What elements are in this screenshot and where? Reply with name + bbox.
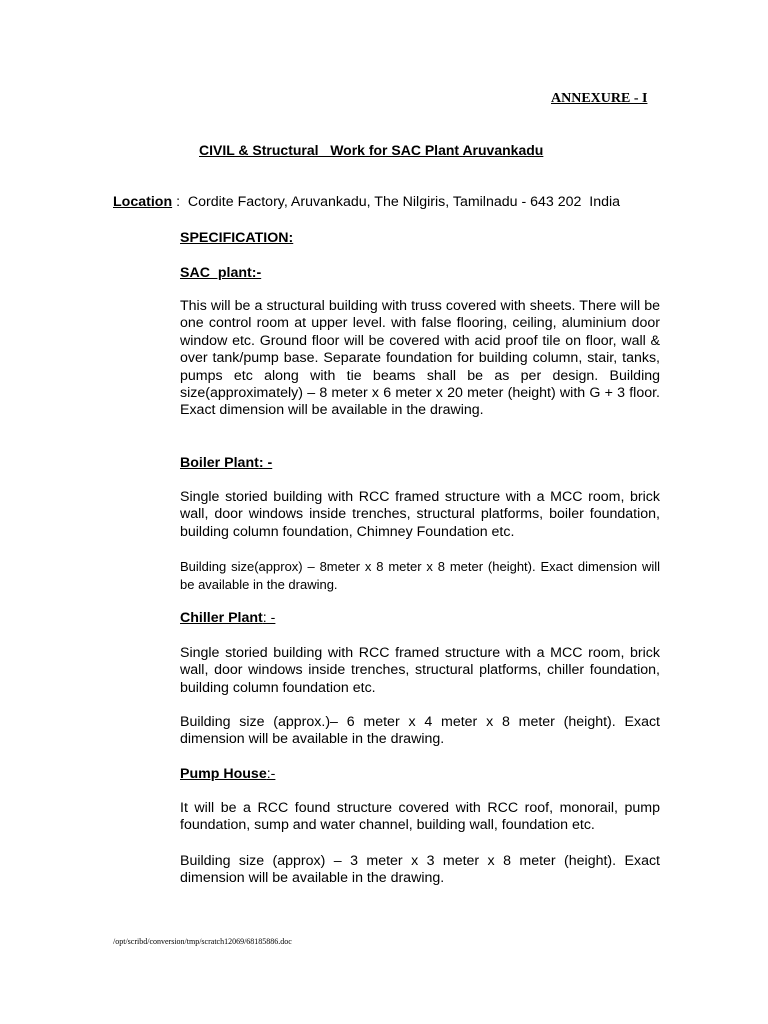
chiller-plant-size: Building size (approx.)– 6 meter x 4 meter x 8 meter (height). Exact dimension will be available in the drawing. [180, 714, 660, 748]
pump-house-description: It will be a RCC found structure covered with RCC roof, monorail, pump foundation, sump and water channel, building wall, foundation etc. [180, 800, 660, 834]
footer-file-path: /opt/scribd/conversion/tmp/scratch12069/68185886.doc [113, 937, 292, 946]
boiler-plant-heading-suffix: : - [258, 455, 273, 471]
boiler-plant-size-text: Building size(approx) – 8meter x 8 meter x 8 meter (height). Exact dimension will be available in the drawing. [180, 559, 660, 593]
specification-heading: SPECIFICATION: [180, 230, 294, 246]
location-separator: : [172, 194, 188, 210]
sac-plant-description: This will be a structural building with truss covered with sheets. There will be one control room at upper level. with false flooring, ceiling, aluminium door window etc. Ground floor will be covered with acid proof tile on floor, wall & over tank/pump base. Separate foundation for building column, stair, tanks, pumps etc along with tie beams shall be as per design. Building size(approximately) – 8 meter x 6 meter x 20 meter (height) with G + 3 floor. Exact dimension will be available in the drawing. [180, 298, 660, 419]
annexure-label: ANNEXURE - I [551, 91, 648, 106]
pump-house-heading-suffix: :- [266, 766, 276, 782]
chiller-plant-description: Single storied building with RCC framed structure with a MCC room, brick wall, door windows inside trenches, structural platforms, chiller foundation, building column foundation etc. [180, 645, 660, 696]
pump-house-heading: Pump House [180, 766, 267, 782]
chiller-plant-heading-suffix: : - [262, 610, 276, 626]
boiler-plant-heading-row [180, 455, 272, 471]
pump-house-heading-row [180, 766, 275, 782]
sac-plant-heading: SAC plant:- [180, 265, 262, 281]
location-row [113, 194, 620, 210]
location-value: Cordite Factory, Aruvankadu, The Nilgiris, Tamilnadu - 643 202 India [187, 194, 621, 210]
chiller-plant-heading: Chiller Plant [180, 610, 263, 626]
boiler-plant-size [180, 558, 660, 595]
document-title: CIVIL & Structural Work for SAC Plant Aruvankadu [199, 142, 544, 158]
chiller-plant-heading-row [180, 610, 275, 626]
location-label: Location [113, 194, 173, 210]
boiler-plant-description: Single storied building with RCC framed structure with a MCC room, brick wall, door windows inside trenches, structural platforms, boiler foundation, building column foundation, Chimney Foundation etc. [180, 489, 660, 540]
boiler-plant-heading: Boiler Plant [180, 455, 259, 471]
pump-house-size: Building size (approx) – 3 meter x 3 meter x 8 meter (height). Exact dimension will be available in the drawing. [180, 853, 660, 887]
